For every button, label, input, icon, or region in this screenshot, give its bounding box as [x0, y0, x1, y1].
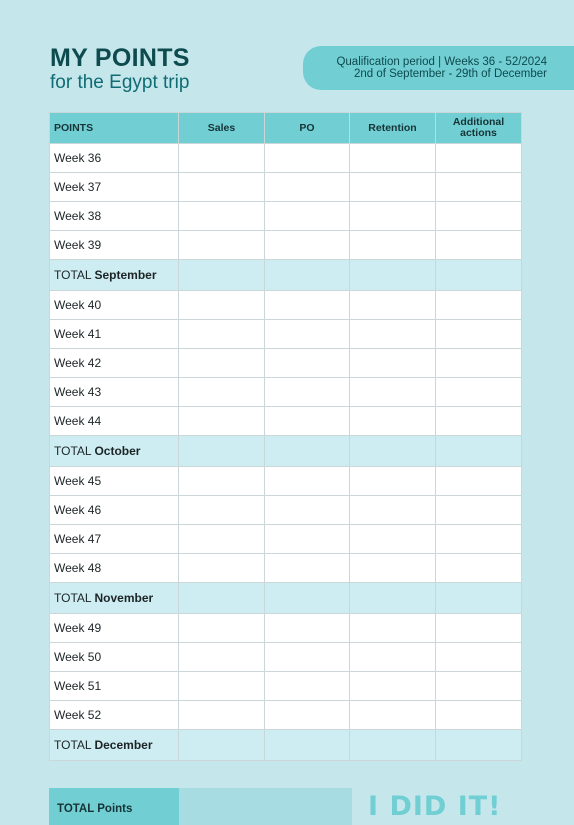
retention-cell[interactable] — [350, 583, 436, 614]
po-cell[interactable] — [265, 672, 350, 701]
week-label: Week 50 — [50, 643, 179, 672]
week-row — [50, 231, 522, 260]
week-row — [50, 144, 522, 173]
po-cell[interactable] — [265, 378, 350, 407]
po-cell[interactable] — [265, 614, 350, 643]
sales-cell[interactable] — [179, 467, 265, 496]
retention-cell[interactable] — [350, 231, 436, 260]
week-row — [50, 467, 522, 496]
week-label: Week 45 — [50, 467, 179, 496]
po-cell[interactable] — [265, 202, 350, 231]
additional-actions-cell[interactable] — [436, 202, 522, 231]
retention-cell[interactable] — [350, 701, 436, 730]
month-name: September — [94, 268, 157, 282]
additional-actions-cell[interactable] — [436, 583, 522, 614]
week-label: Week 47 — [50, 525, 179, 554]
sales-cell[interactable] — [179, 496, 265, 525]
po-cell[interactable] — [265, 436, 350, 467]
period-weeks: Qualification period | Weeks 36 - 52/2024 — [336, 56, 547, 68]
additional-actions-cell[interactable] — [436, 730, 522, 761]
sales-cell[interactable] — [179, 583, 265, 614]
retention-cell[interactable] — [350, 436, 436, 467]
additional-actions-cell[interactable] — [436, 260, 522, 291]
additional-actions-cell[interactable] — [436, 467, 522, 496]
month-total-label — [50, 436, 179, 467]
qualification-period-badge — [303, 46, 574, 90]
sales-cell[interactable] — [179, 320, 265, 349]
additional-actions-cell[interactable] — [436, 407, 522, 436]
week-label: Week 51 — [50, 672, 179, 701]
po-cell[interactable] — [265, 173, 350, 202]
month-total-label — [50, 730, 179, 761]
month-total-row — [50, 730, 522, 761]
week-row — [50, 643, 522, 672]
retention-cell[interactable] — [350, 554, 436, 583]
week-label: Week 52 — [50, 701, 179, 730]
retention-cell[interactable] — [350, 202, 436, 231]
additional-actions-cell[interactable] — [436, 173, 522, 202]
week-label: Week 38 — [50, 202, 179, 231]
week-label: Week 39 — [50, 231, 179, 260]
page-title: MY POINTS — [50, 44, 190, 72]
sales-cell[interactable] — [179, 643, 265, 672]
po-cell[interactable] — [265, 643, 350, 672]
po-cell[interactable] — [265, 231, 350, 260]
po-cell[interactable] — [265, 320, 350, 349]
retention-cell[interactable] — [350, 173, 436, 202]
sales-cell[interactable] — [179, 614, 265, 643]
retention-cell[interactable] — [350, 320, 436, 349]
month-name: December — [94, 738, 153, 752]
sales-cell[interactable] — [179, 407, 265, 436]
retention-cell[interactable] — [350, 260, 436, 291]
additional-actions-cell[interactable] — [436, 320, 522, 349]
additional-actions-cell[interactable] — [436, 349, 522, 378]
sales-cell[interactable] — [179, 173, 265, 202]
po-cell[interactable] — [265, 496, 350, 525]
week-label: Week 37 — [50, 173, 179, 202]
po-cell[interactable] — [265, 525, 350, 554]
po-cell[interactable] — [265, 144, 350, 173]
po-cell[interactable] — [265, 583, 350, 614]
retention-cell[interactable] — [350, 672, 436, 701]
sales-cell[interactable] — [179, 144, 265, 173]
week-row — [50, 672, 522, 701]
retention-cell[interactable] — [350, 349, 436, 378]
week-row — [50, 496, 522, 525]
month-total-label — [50, 583, 179, 614]
week-label: Week 36 — [50, 144, 179, 173]
i-did-it-banner: I DID IT! — [368, 791, 502, 822]
sales-cell[interactable] — [179, 260, 265, 291]
month-total-label — [50, 260, 179, 291]
sales-cell[interactable] — [179, 436, 265, 467]
po-cell[interactable] — [265, 349, 350, 378]
total-points-label: TOTAL Points — [49, 788, 179, 825]
table-body — [50, 144, 522, 761]
week-row — [50, 378, 522, 407]
sales-cell[interactable] — [179, 701, 265, 730]
week-row — [50, 291, 522, 320]
sales-cell[interactable] — [179, 525, 265, 554]
week-label: Week 40 — [50, 291, 179, 320]
column-header-sales: Sales — [179, 113, 265, 144]
week-row — [50, 349, 522, 378]
points-table — [49, 112, 522, 761]
sales-cell[interactable] — [179, 730, 265, 761]
po-cell[interactable] — [265, 407, 350, 436]
period-dates: 2nd of September - 29th of December — [353, 68, 547, 80]
column-header-points: POINTS — [50, 113, 179, 144]
column-header-additional-actions: Additional actions — [436, 113, 522, 144]
additional-actions-cell[interactable] — [436, 701, 522, 730]
total-prefix: TOTAL — [54, 591, 92, 605]
additional-actions-cell[interactable] — [436, 525, 522, 554]
po-cell[interactable] — [265, 701, 350, 730]
sales-cell[interactable] — [179, 231, 265, 260]
month-total-row — [50, 583, 522, 614]
month-total-row — [50, 436, 522, 467]
column-header-retention: Retention — [350, 113, 436, 144]
month-total-row — [50, 260, 522, 291]
retention-cell[interactable] — [350, 378, 436, 407]
week-row — [50, 701, 522, 730]
total-points-field[interactable] — [179, 788, 352, 825]
retention-cell[interactable] — [350, 525, 436, 554]
page-subtitle: for the Egypt trip — [50, 72, 190, 93]
week-label: Week 46 — [50, 496, 179, 525]
additional-actions-cell[interactable] — [436, 643, 522, 672]
total-prefix: TOTAL — [54, 738, 92, 752]
week-label: Week 42 — [50, 349, 179, 378]
week-label: Week 41 — [50, 320, 179, 349]
week-label: Week 44 — [50, 407, 179, 436]
week-label: Week 43 — [50, 378, 179, 407]
month-name: October — [94, 444, 141, 458]
additional-actions-cell[interactable] — [436, 231, 522, 260]
column-header-po: PO — [265, 113, 350, 144]
retention-cell[interactable] — [350, 730, 436, 761]
sales-cell[interactable] — [179, 672, 265, 701]
additional-actions-cell[interactable] — [436, 672, 522, 701]
week-label: Week 49 — [50, 614, 179, 643]
retention-cell[interactable] — [350, 291, 436, 320]
total-prefix: TOTAL — [54, 268, 92, 282]
sales-cell[interactable] — [179, 202, 265, 231]
retention-cell[interactable] — [350, 467, 436, 496]
week-row — [50, 525, 522, 554]
sales-cell[interactable] — [179, 378, 265, 407]
additional-actions-cell[interactable] — [436, 291, 522, 320]
additional-actions-cell[interactable] — [436, 436, 522, 467]
week-row — [50, 614, 522, 643]
sales-cell[interactable] — [179, 291, 265, 320]
po-cell[interactable] — [265, 467, 350, 496]
sales-cell[interactable] — [179, 554, 265, 583]
po-cell[interactable] — [265, 554, 350, 583]
month-name: November — [94, 591, 154, 605]
additional-actions-cell[interactable] — [436, 144, 522, 173]
week-label: Week 48 — [50, 554, 179, 583]
retention-cell[interactable] — [350, 144, 436, 173]
retention-cell[interactable] — [350, 496, 436, 525]
sales-cell[interactable] — [179, 349, 265, 378]
week-row — [50, 202, 522, 231]
po-cell[interactable] — [265, 260, 350, 291]
additional-actions-cell[interactable] — [436, 496, 522, 525]
retention-cell[interactable] — [350, 407, 436, 436]
retention-cell[interactable] — [350, 643, 436, 672]
additional-actions-cell[interactable] — [436, 614, 522, 643]
additional-actions-cell[interactable] — [436, 554, 522, 583]
week-row — [50, 407, 522, 436]
week-row — [50, 320, 522, 349]
po-cell[interactable] — [265, 730, 350, 761]
po-cell[interactable] — [265, 291, 350, 320]
week-row — [50, 173, 522, 202]
week-row — [50, 554, 522, 583]
additional-actions-cell[interactable] — [436, 378, 522, 407]
total-prefix: TOTAL — [54, 444, 92, 458]
table-header-row — [50, 113, 522, 144]
retention-cell[interactable] — [350, 614, 436, 643]
